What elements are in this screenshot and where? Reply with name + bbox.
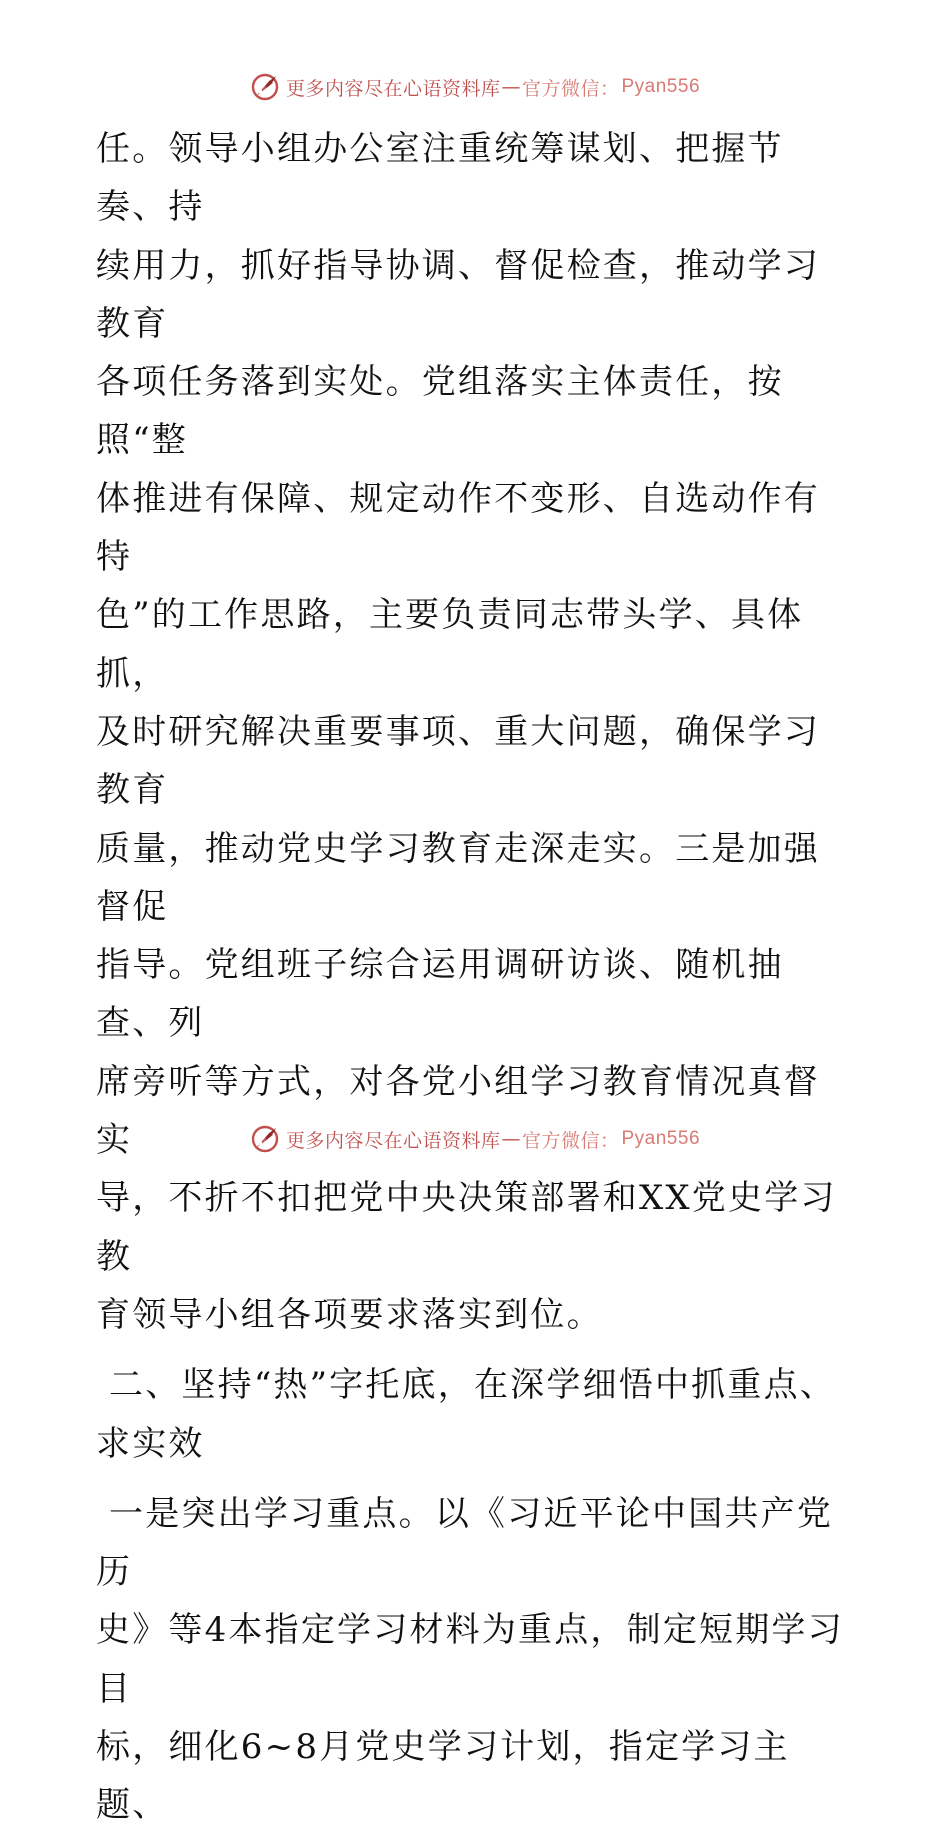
watermark-dash: —	[501, 76, 521, 98]
watermark-dash: —	[501, 1128, 521, 1150]
quill-circle-logo-icon	[250, 1124, 280, 1154]
text-line: 标，细化6~8月党史学习计划，指定学习主题、	[96, 1727, 790, 1826]
text-line: 体推进有保障、规定动作不变形、自选动作有特	[96, 478, 820, 578]
watermark-main-text: 更多内容尽在心语资料库	[285, 77, 501, 100]
text-line: 质量，推动党史学习教育走深走实。三是加强督促	[96, 828, 820, 927]
text-line: 二、坚持“热”字托底，在深学细悟中抓重点、	[96, 1365, 836, 1406]
watermark-header	[0, 72, 950, 102]
text-line: 导，不折不扣把党中央决策部署和XX党史学习教	[96, 1178, 837, 1277]
text-line: 育领导小组各项要求落实到位。	[96, 1294, 603, 1335]
text-line: 及时研究解决重要事项、重大问题，确保学习教育	[96, 711, 820, 811]
text-line: 任。领导小组办公室注重统筹谋划、把握节奏、持	[96, 129, 784, 228]
document-body	[96, 120, 856, 1835]
text-line: 席旁听等方式，对各党小组学习教育情况真督实	[96, 1061, 820, 1161]
text-line: 各项任务落到实处。党组落实主体责任，按照“整	[96, 362, 784, 461]
text-line: 史》等4本指定学习材料为重点，制定短期学习目	[96, 1610, 844, 1709]
text-line: 续用力，抓好指导协调、督促检查，推动学习教育	[96, 245, 820, 344]
text-line: 指导。党组班子综合运用调研访谈、随机抽查、列	[96, 945, 784, 1044]
text-line: 一是突出学习重点。以《习近平论中国共产党历	[96, 1493, 834, 1593]
watermark-footer	[0, 1124, 950, 1154]
watermark-handle: Pyan556	[621, 76, 701, 97]
quill-circle-logo-icon	[250, 72, 280, 102]
paragraph-3	[96, 1485, 856, 1835]
watermark-handle: Pyan556	[621, 1128, 701, 1149]
section-heading	[96, 1356, 856, 1473]
watermark-main-text: 更多内容尽在心语资料库	[285, 1129, 501, 1152]
text-line: 求实效	[96, 1423, 205, 1464]
paragraph-1	[96, 120, 856, 1344]
watermark-sub-text: 官方微信：	[521, 77, 620, 100]
text-line: 色”的工作思路，主要负责同志带头学、具体抓，	[96, 595, 804, 694]
watermark-sub-text: 官方微信：	[521, 1129, 620, 1152]
